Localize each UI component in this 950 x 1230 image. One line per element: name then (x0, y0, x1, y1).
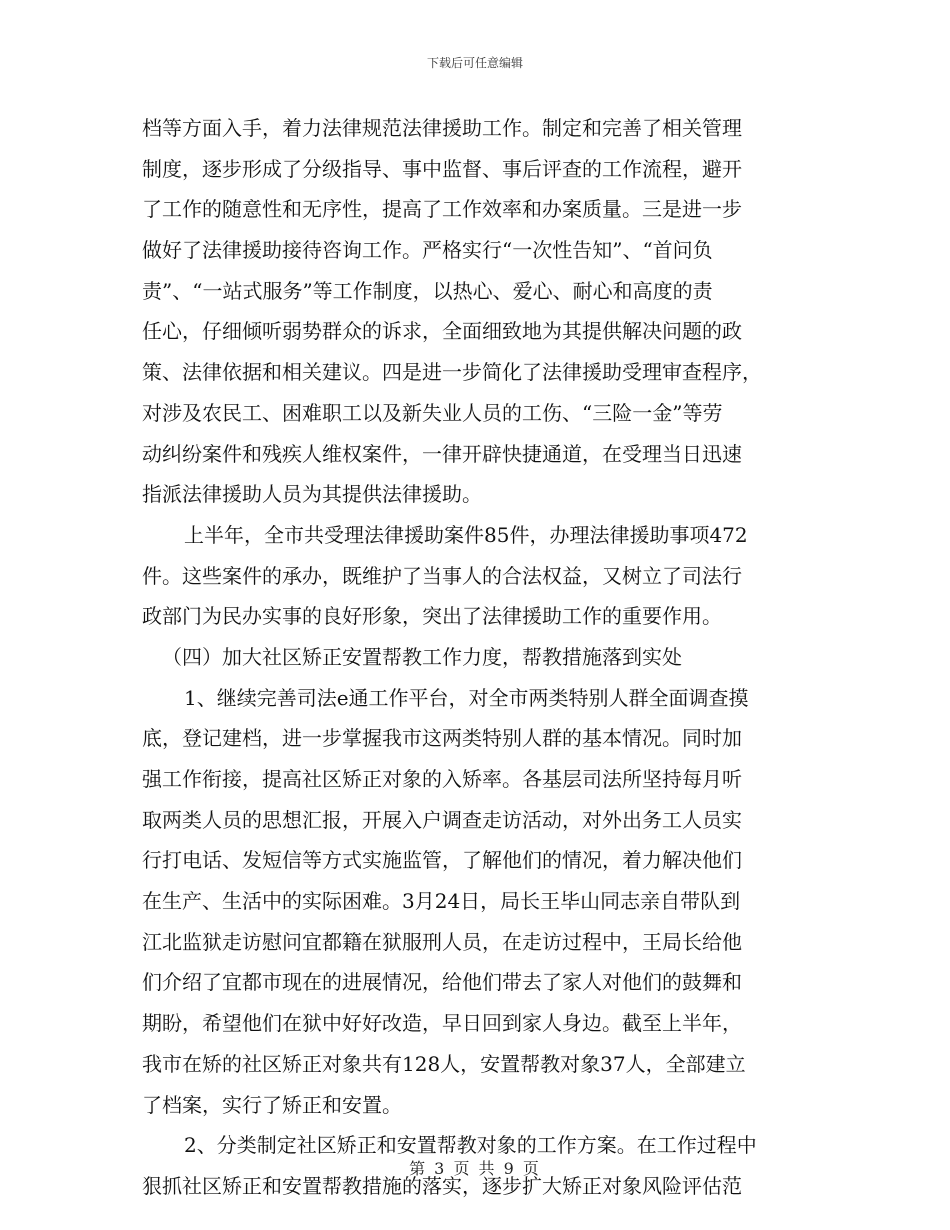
text-line: 在生产、生活中的实际困难。3月24日，局长王毕山同志亲自带队到 (142, 889, 741, 914)
page-header: 下载后可任意编辑 (426, 56, 523, 70)
text-line: 做好了法律援助接待咨询工作。严格实行“一次性告知”、“首问负 (142, 238, 713, 263)
text-line: 指派法律援助人员为其提供法律援助。 (142, 482, 482, 507)
document-body (142, 108, 802, 1207)
text-line: 们介绍了宜都市现在的进展情况，给他们带去了家人对他们的鼓舞和 (142, 970, 742, 995)
paragraph-start-line: 1、继续完善司法e通工作平台，对全市两类特别人群全面调查摸 (184, 685, 749, 710)
text-line: 狠抓社区矫正和安置帮教措施的落实，逐步扩大矫正对象风险评估范 (142, 1173, 742, 1198)
text-line: 行打电话、发短信等方式实施监管，了解他们的情况，着力解决他们 (142, 848, 742, 873)
text-line: 强工作衔接，提高社区矫正对象的入矫率。各基层司法所坚持每月听 (142, 767, 742, 791)
text-line: 策、法律依据和相关建议。四是进一步简化了法律援助受理审查程序， (142, 360, 762, 385)
text-line: 期盼，希望他们在狱中好好改造，早日回到家人身边。截至上半年， (142, 1011, 742, 1036)
text-line: 江北监狱走访慰问宜都籍在狱服刑人员，在走访过程中，王局长给他 (142, 929, 742, 954)
text-line: 动纠纷案件和残疾人维权案件，一律开辟快捷通道，在受理当日迅速 (142, 441, 742, 466)
text-line: 档等方面入手，着力法律规范法律援助工作。制定和完善了相关管理 (142, 116, 742, 140)
text-line: 我市在矫的社区矫正对象共有128人，安置帮教对象37人，全部建立 (142, 1051, 746, 1076)
paragraph-start-line: 上半年，全市共受理法律援助案件85件，办理法律援助事项472 (184, 522, 748, 547)
paragraph-start-line: 2、分类制定社区矫正和安置帮教对象的工作方案。在工作过程中 (184, 1133, 757, 1158)
text-line: 了工作的随意性和无序性，提高了工作效率和办案质量。三是进一步 (142, 197, 742, 222)
page-footer: 第 3 页 共 9 页 (409, 1159, 541, 1178)
text-line: 责”、“一站式服务”等工作制度，以热心、爱心、耐心和高度的责 (142, 278, 713, 303)
section-heading: （四）加大社区矫正安置帮教工作力度，帮教措施落到实处 (162, 644, 682, 669)
text-line: 件。这些案件的承办，既维护了当事人的合法权益，又树立了司法行 (142, 563, 742, 588)
text-line: 制度，逐步形成了分级指导、事中监督、事后评查的工作流程，避开 (142, 156, 742, 181)
text-line: 对涉及农民工、困难职工以及新失业人员的工伤、“三险一金”等劳 (142, 400, 723, 425)
text-line: 取两类人员的思想汇报，开展入户调查走访活动，对外出务工人员实 (142, 807, 742, 832)
text-line: 了档案，实行了矫正和安置。 (142, 1092, 402, 1117)
text-line: 任心，仔细倾听弱势群众的诉求，全面细致地为其提供解决问题的政 (142, 319, 742, 344)
text-line: 底，登记建档，进一步掌握我市这两类特别人群的基本情况。同时加 (142, 726, 742, 751)
text-line: 政部门为民办实事的良好形象，突出了法律援助工作的重要作用。 (142, 604, 722, 629)
